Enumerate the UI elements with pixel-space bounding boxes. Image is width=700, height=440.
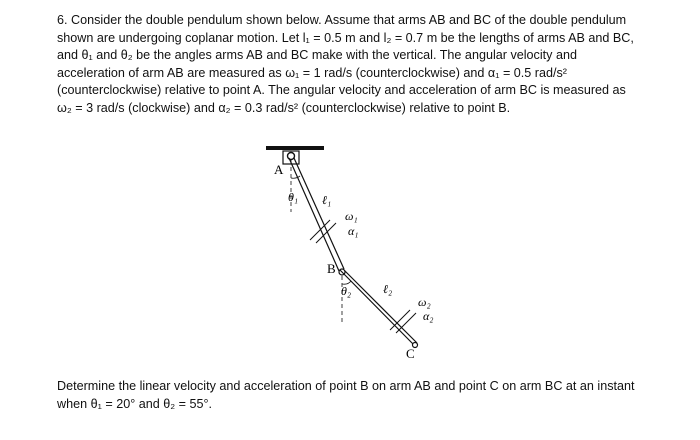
label-alpha2: α₂ bbox=[423, 309, 434, 323]
label-theta1: θ₁ bbox=[288, 190, 299, 204]
label-point-b: B bbox=[327, 261, 336, 276]
arm-ab-edge bbox=[294, 158, 344, 269]
task-statement bbox=[57, 378, 677, 413]
omega2-arrow bbox=[390, 310, 410, 330]
arm-ab bbox=[289, 158, 339, 271]
alpha2-arrow bbox=[396, 313, 416, 333]
arm-bc-edge bbox=[344, 270, 417, 343]
theta1-arc bbox=[291, 176, 300, 178]
problem-statement bbox=[57, 12, 677, 118]
question-line-5: (counterclockwise) relative to point A. The angular velocity and acceleration of arm BC is measured as bbox=[57, 83, 626, 98]
followup-line-2: when θ₁ = 20° and θ₂ = 55°. bbox=[57, 396, 213, 411]
label-l2: ℓ₂ bbox=[383, 282, 393, 296]
label-omega1: ω₁ bbox=[345, 209, 358, 223]
question-line-3: and θ₁ and θ₂ be the angles arms AB and BC make with the vertical. The angular velocity and bbox=[57, 48, 577, 63]
double-pendulum-figure bbox=[260, 140, 460, 365]
question-line-6: ω₂ = 3 rad/s (clockwise) and α₂ = 0.3 rad/s² (counterclockwise) relative to point B. bbox=[57, 100, 511, 115]
label-point-a: A bbox=[274, 162, 284, 177]
label-point-c: C bbox=[406, 346, 415, 361]
question-line-2: shown are undergoing coplanar motion. Let l₁ = 0.5 m and l₂ = 0.7 m be the lengths of arms AB and BC, bbox=[57, 30, 634, 45]
label-omega2: ω₂ bbox=[418, 295, 431, 309]
question-line-1: 6. Consider the double pendulum shown below. Assume that arms AB and BC of the double pendulum bbox=[57, 13, 627, 27]
label-l1: ℓ₁ bbox=[322, 193, 332, 207]
followup-line-1: Determine the linear velocity and acceleration of point B on arm AB and point C on arm BC at an instant bbox=[57, 379, 635, 393]
label-theta2: θ₂ bbox=[341, 284, 352, 298]
label-alpha1: α₁ bbox=[348, 224, 359, 238]
question-line-4: acceleration of arm AB are measured as ω₁ = 1 rad/s (counterclockwise) and α₁ = 0.5 rad/s² bbox=[57, 65, 568, 80]
